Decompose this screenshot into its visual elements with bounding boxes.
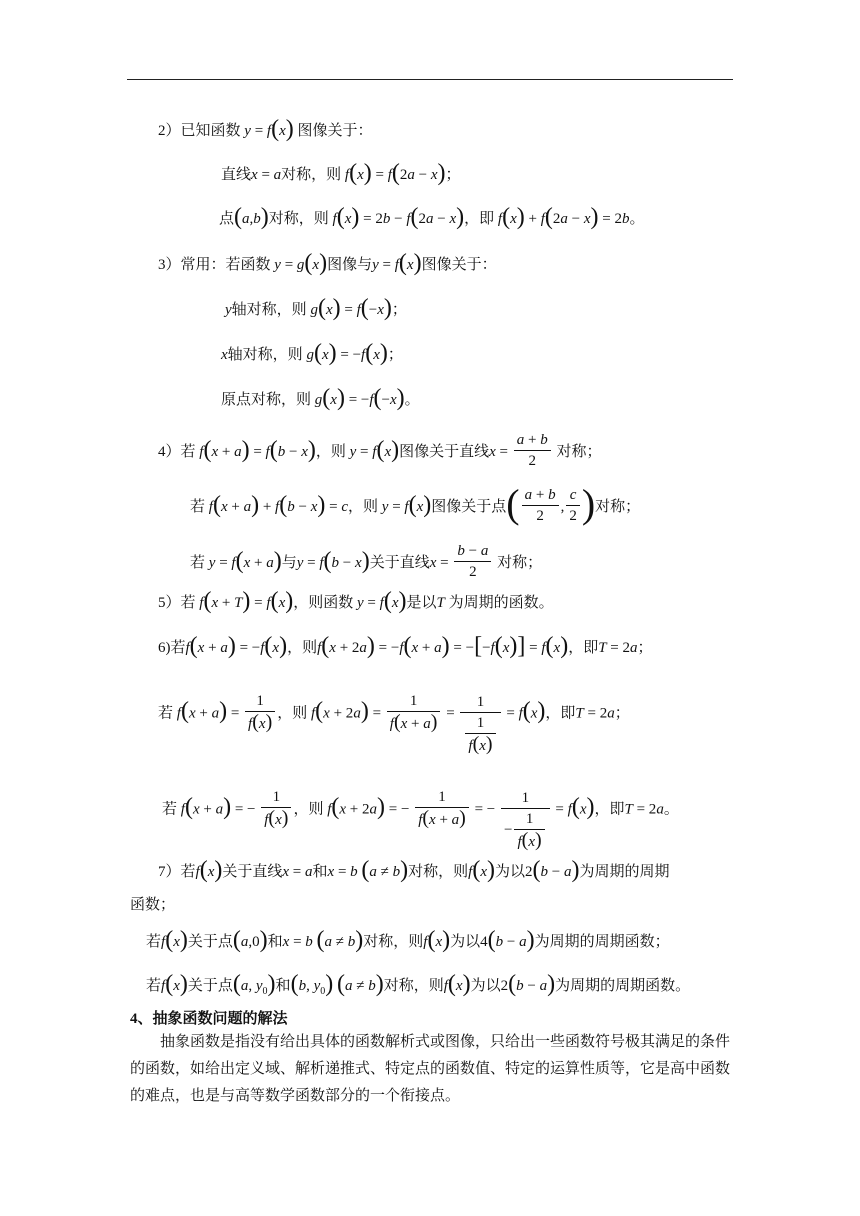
item4-line3: 若 y = f(x + a)与y = f(b − x)关于直线x = $\frac{b - a}{2}$ 对称； [190, 543, 543, 580]
item7-line2: 若f(x)关于点(a,0)和x = b (a ≠ b)对称，则f(x)为以4(b − a)为周期的周期函数； [146, 927, 670, 953]
item3-y-axis: y轴对称，则 g(x) = f(−x)； [225, 295, 407, 321]
item4-line1: 4）若 f(x + a) = f(b − x)，则 y = f(x)图像关于直线x = $\frac{a + b}{2}$ 对称； [158, 432, 602, 469]
item2-line-symmetry: 直线x = a对称，则 f(x) = f(2a − x)； [221, 160, 461, 186]
fraction-a-plus-b-over-2: $\frac{a + b}{2}$ [514, 430, 551, 471]
section4-heading: 4、抽象函数问题的解法 [130, 1011, 288, 1027]
section4-paragraph: 抽象函数是指没有给出具体的函数解析式或图像，只给出一些函数符号极其满足的条件的函数，如给出定义域、解析递推式、特定点的函数值、特定的运算性质等，它是高中函数的难点，也是与高等数学函数部分的一个衔接点。 [130, 1034, 731, 1104]
item2-point-symmetry: 点(a,b)对称，则 f(x) = 2b − f(2a − x)，即 f(x) + f(2a − x) = 2b。 [219, 204, 645, 230]
item3-origin: 原点对称，则 g(x) = −f(−x)。 [221, 385, 420, 411]
item4-line2: 若 f(x + a) + f(b − x) = c，则 y = f(x)图像关于点( $\frac{a + b}{2}$ , $\frac{c}{2}$ )对称； [190, 481, 641, 526]
item6-line2: 若 f(x + a) = $\frac{1}{f(x)}$ ，则 f(x + 2a) = $\frac{1}{f(x + a)}$ = $\frac{1}{\frac{1}{f(x)}}$ = f(x)，即T = 2a； [158, 692, 630, 755]
item7-line1-wrap: 函数； [130, 897, 176, 913]
fraction-b-minus-a-over-2: $\frac{b - a}{2}$ [454, 541, 491, 582]
item2-intro: 2）已知函数 y = f(x) 图像关于： [158, 116, 373, 142]
item7-line3: 若f(x)关于点(a, $y_0$)和(b, $y_0$) (a ≠ b)对称，则f(x)为以2(b − a)为周期的周期函数。 [146, 971, 691, 997]
item7-line1: 7）若f(x)关于直线x = a和x = b (a ≠ b)对称，则f(x)为以2(b − a)为周期的周期 [158, 857, 670, 883]
item5: 5）若 f(x + T) = f(x)，则函数 y = f(x)是以T 为周期的函数。 [158, 588, 554, 614]
item6-line3: 若 f(x + a) = − $\frac{1}{f(x)}$ ，则 f(x + 2a) = − $\frac{1}{f(x + a)}$ = − 1 − $\frac{1}{f(x)}$ = f(x)，即T = 2a。 [162, 788, 679, 851]
item3-x-axis: x轴对称，则 g(x) = −f(x)； [221, 340, 403, 366]
item6-line1: 6)若f(x + a) = −f(x)，则f(x + 2a) = −f(x + a) = −[−f(x)] = f(x)，即T = 2a； [158, 633, 653, 659]
item3-intro: 3）常用：若函数 y = g(x)图像与y = f(x)图像关于： [158, 250, 497, 276]
header-rule [127, 79, 733, 80]
